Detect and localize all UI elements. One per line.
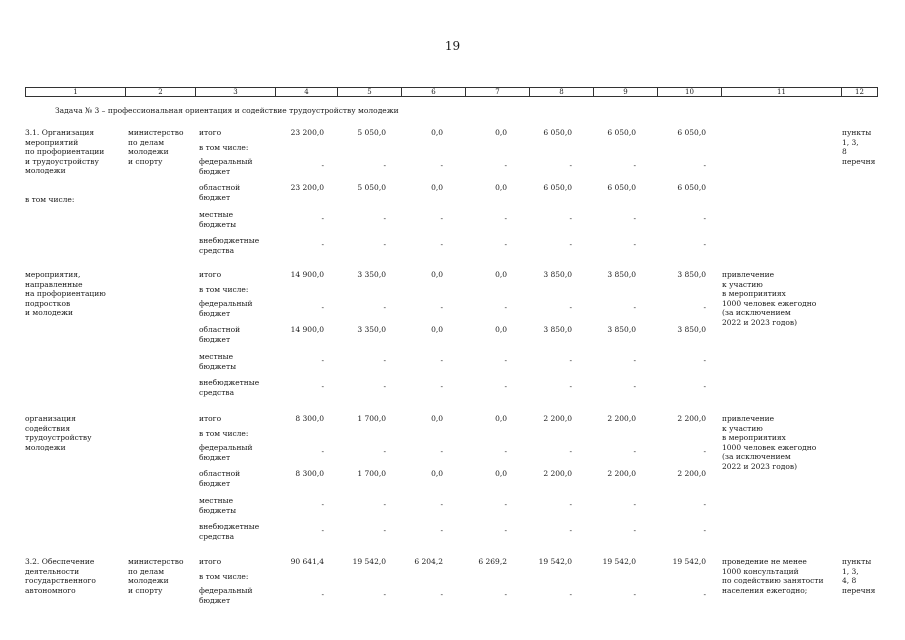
funding-source-label: федеральный бюджет	[199, 586, 253, 605]
column-number: 11	[722, 88, 842, 97]
funding-value: 3 850,0	[607, 325, 636, 334]
funding-source-label: итого	[199, 128, 222, 137]
funding-value: -	[569, 214, 572, 223]
funding-source-label: областной бюджет	[199, 325, 241, 344]
funding-value: 6 050,0	[543, 128, 572, 137]
funding-value: 0,0	[431, 270, 443, 279]
funding-value: 19 542,0	[538, 557, 572, 566]
funding-value: -	[440, 240, 443, 249]
funding-value: -	[440, 214, 443, 223]
funding-value: -	[569, 240, 572, 249]
funding-value: 8 300,0	[295, 414, 324, 423]
funding-value: 6 050,0	[677, 128, 706, 137]
funding-value: -	[633, 447, 636, 456]
funding-value: -	[383, 382, 386, 391]
funding-value: 6 269,2	[478, 557, 507, 566]
funding-value: -	[321, 240, 324, 249]
funding-value: -	[569, 447, 572, 456]
task-title: Задача № 3 – профессиональная ориентация и содействие трудоустройству молодежи	[55, 106, 399, 115]
funding-value: 0,0	[495, 128, 507, 137]
funding-source-label: итого	[199, 414, 222, 423]
funding-value: 6 050,0	[543, 183, 572, 192]
funding-value: -	[504, 214, 507, 223]
column-number: 3	[196, 88, 276, 97]
column-number: 1	[26, 88, 126, 97]
funding-value: 1 700,0	[357, 469, 386, 478]
funding-value: -	[321, 214, 324, 223]
funding-source-label: областной бюджет	[199, 183, 241, 202]
activity-name: 3.1. Организация мероприятий по профориентации и трудоустройству молодежи	[25, 128, 105, 175]
funding-value: -	[440, 161, 443, 170]
column-number: 9	[594, 88, 658, 97]
funding-value: -	[703, 356, 706, 365]
funding-value: 19 542,0	[672, 557, 706, 566]
funding-value: 0,0	[431, 414, 443, 423]
funding-value: 6 050,0	[607, 128, 636, 137]
column-number: 12	[842, 88, 878, 97]
funding-source-label: в том числе:	[199, 143, 249, 152]
funding-value: -	[440, 526, 443, 535]
funding-value: -	[504, 382, 507, 391]
funding-value: -	[383, 161, 386, 170]
funding-value: 0,0	[431, 325, 443, 334]
funding-source-label: федеральный бюджет	[199, 443, 253, 462]
column-number-header	[25, 87, 878, 97]
funding-value: -	[703, 161, 706, 170]
funding-value: 0,0	[495, 270, 507, 279]
funding-source-label: местные бюджеты	[199, 496, 237, 515]
funding-source-label: внебюджетные средства	[199, 236, 260, 255]
column-number: 7	[466, 88, 530, 97]
funding-value: -	[504, 447, 507, 456]
funding-value: -	[703, 500, 706, 509]
funding-value: 23 200,0	[290, 183, 324, 192]
funding-value: -	[633, 161, 636, 170]
funding-value: -	[383, 214, 386, 223]
executor: министерство по делам молодежи и спорту	[128, 128, 184, 166]
funding-value: -	[383, 526, 386, 535]
funding-value: -	[703, 590, 706, 599]
funding-value: -	[569, 356, 572, 365]
funding-value: -	[633, 356, 636, 365]
funding-value: 3 850,0	[607, 270, 636, 279]
funding-value: -	[321, 447, 324, 456]
funding-value: -	[321, 161, 324, 170]
funding-value: 0,0	[431, 469, 443, 478]
funding-value: -	[440, 303, 443, 312]
funding-value: 2 200,0	[607, 414, 636, 423]
funding-value: 19 542,0	[602, 557, 636, 566]
funding-value: 2 200,0	[607, 469, 636, 478]
funding-value: -	[569, 590, 572, 599]
funding-value: -	[504, 590, 507, 599]
column-number: 2	[126, 88, 196, 97]
funding-source-label: федеральный бюджет	[199, 299, 253, 318]
column-number: 6	[402, 88, 466, 97]
funding-value: 0,0	[495, 183, 507, 192]
activity-name: мероприятия, направленные на профориентацию подростков и молодежи	[25, 270, 106, 317]
funding-value: 3 850,0	[543, 270, 572, 279]
funding-value: -	[504, 161, 507, 170]
funding-value: -	[703, 214, 706, 223]
funding-value: -	[703, 382, 706, 391]
activity-name-note: в том числе:	[25, 195, 75, 204]
funding-value: -	[569, 382, 572, 391]
funding-value: -	[383, 356, 386, 365]
funding-value: -	[383, 500, 386, 509]
funding-value: -	[383, 240, 386, 249]
funding-source-label: внебюджетные средства	[199, 378, 260, 397]
column-number: 4	[276, 88, 338, 97]
funding-value: -	[321, 526, 324, 535]
funding-value: -	[703, 240, 706, 249]
funding-value: -	[633, 240, 636, 249]
funding-value: -	[703, 526, 706, 535]
funding-value: 3 850,0	[677, 325, 706, 334]
funding-value: 0,0	[495, 414, 507, 423]
funding-value: -	[321, 356, 324, 365]
funding-source-label: в том числе:	[199, 429, 249, 438]
funding-value: 2 200,0	[677, 414, 706, 423]
funding-value: -	[569, 526, 572, 535]
funding-value: 0,0	[431, 183, 443, 192]
funding-value: 2 200,0	[543, 469, 572, 478]
funding-value: -	[633, 214, 636, 223]
funding-value: 0,0	[431, 128, 443, 137]
funding-value: -	[440, 382, 443, 391]
funding-source-label: местные бюджеты	[199, 210, 237, 229]
funding-value: -	[321, 500, 324, 509]
funding-value: -	[504, 500, 507, 509]
funding-value: 3 350,0	[357, 325, 386, 334]
funding-value: -	[633, 526, 636, 535]
column-number: 10	[658, 88, 722, 97]
funding-value: -	[504, 526, 507, 535]
funding-value: 3 350,0	[357, 270, 386, 279]
funding-source-label: итого	[199, 270, 222, 279]
funding-value: 8 300,0	[295, 469, 324, 478]
funding-value: -	[703, 447, 706, 456]
funding-value: -	[440, 356, 443, 365]
funding-value: 6 204,2	[414, 557, 443, 566]
funding-value: -	[633, 303, 636, 312]
funding-value: 3 850,0	[543, 325, 572, 334]
funding-value: -	[504, 240, 507, 249]
funding-value: 5 050,0	[357, 128, 386, 137]
activity-name: 3.2. Обеспечение деятельности государственного автономного	[25, 557, 96, 595]
funding-value: -	[633, 590, 636, 599]
page-number: 19	[444, 39, 461, 53]
column-number: 5	[338, 88, 402, 97]
funding-value: -	[569, 303, 572, 312]
funding-value: 6 050,0	[607, 183, 636, 192]
funding-value: -	[383, 447, 386, 456]
funding-source-label: местные бюджеты	[199, 352, 237, 371]
funding-value: 0,0	[495, 469, 507, 478]
funding-source-label: в том числе:	[199, 572, 249, 581]
funding-value: -	[569, 500, 572, 509]
column-number: 8	[530, 88, 594, 97]
funding-value: 2 200,0	[677, 469, 706, 478]
funding-value: -	[383, 303, 386, 312]
funding-value: -	[569, 161, 572, 170]
funding-source-label: итого	[199, 557, 222, 566]
funding-value: -	[440, 590, 443, 599]
indicator-reference: пункты 1, 3, 4, 8 перечня	[842, 557, 876, 595]
funding-value: -	[504, 356, 507, 365]
funding-value: 3 850,0	[677, 270, 706, 279]
funding-value: -	[633, 382, 636, 391]
funding-value: -	[321, 303, 324, 312]
expected-result: проведение не менее 1000 консультаций по содействию занятости населения ежегодно;	[722, 557, 824, 595]
funding-value: -	[440, 500, 443, 509]
funding-value: 1 700,0	[357, 414, 386, 423]
funding-value: 90 641,4	[290, 557, 324, 566]
activity-name: организация содействия трудоустройству молодежи	[25, 414, 92, 452]
funding-value: 2 200,0	[543, 414, 572, 423]
funding-source-label: областной бюджет	[199, 469, 241, 488]
funding-value: -	[633, 500, 636, 509]
indicator-reference: пункты 1, 3, 8 перечня	[842, 128, 876, 166]
funding-value: 6 050,0	[677, 183, 706, 192]
funding-value: 14 900,0	[290, 270, 324, 279]
funding-value: -	[321, 590, 324, 599]
funding-source-label: федеральный бюджет	[199, 157, 253, 176]
funding-value: -	[383, 590, 386, 599]
funding-value: -	[504, 303, 507, 312]
funding-value: -	[440, 447, 443, 456]
funding-source-label: внебюджетные средства	[199, 522, 260, 541]
funding-value: 19 542,0	[352, 557, 386, 566]
funding-value: 14 900,0	[290, 325, 324, 334]
funding-value: -	[703, 303, 706, 312]
executor: министерство по делам молодежи и спорту	[128, 557, 184, 595]
expected-result: привлечение к участию в мероприятиях 1000 человек ежегодно (за исключением 2022 и 2023 годов)	[722, 270, 817, 327]
funding-source-label: в том числе:	[199, 285, 249, 294]
expected-result: привлечение к участию в мероприятиях 1000 человек ежегодно (за исключением 2022 и 2023 годов)	[722, 414, 817, 471]
funding-value: 0,0	[495, 325, 507, 334]
funding-value: -	[321, 382, 324, 391]
funding-value: 5 050,0	[357, 183, 386, 192]
funding-value: 23 200,0	[290, 128, 324, 137]
